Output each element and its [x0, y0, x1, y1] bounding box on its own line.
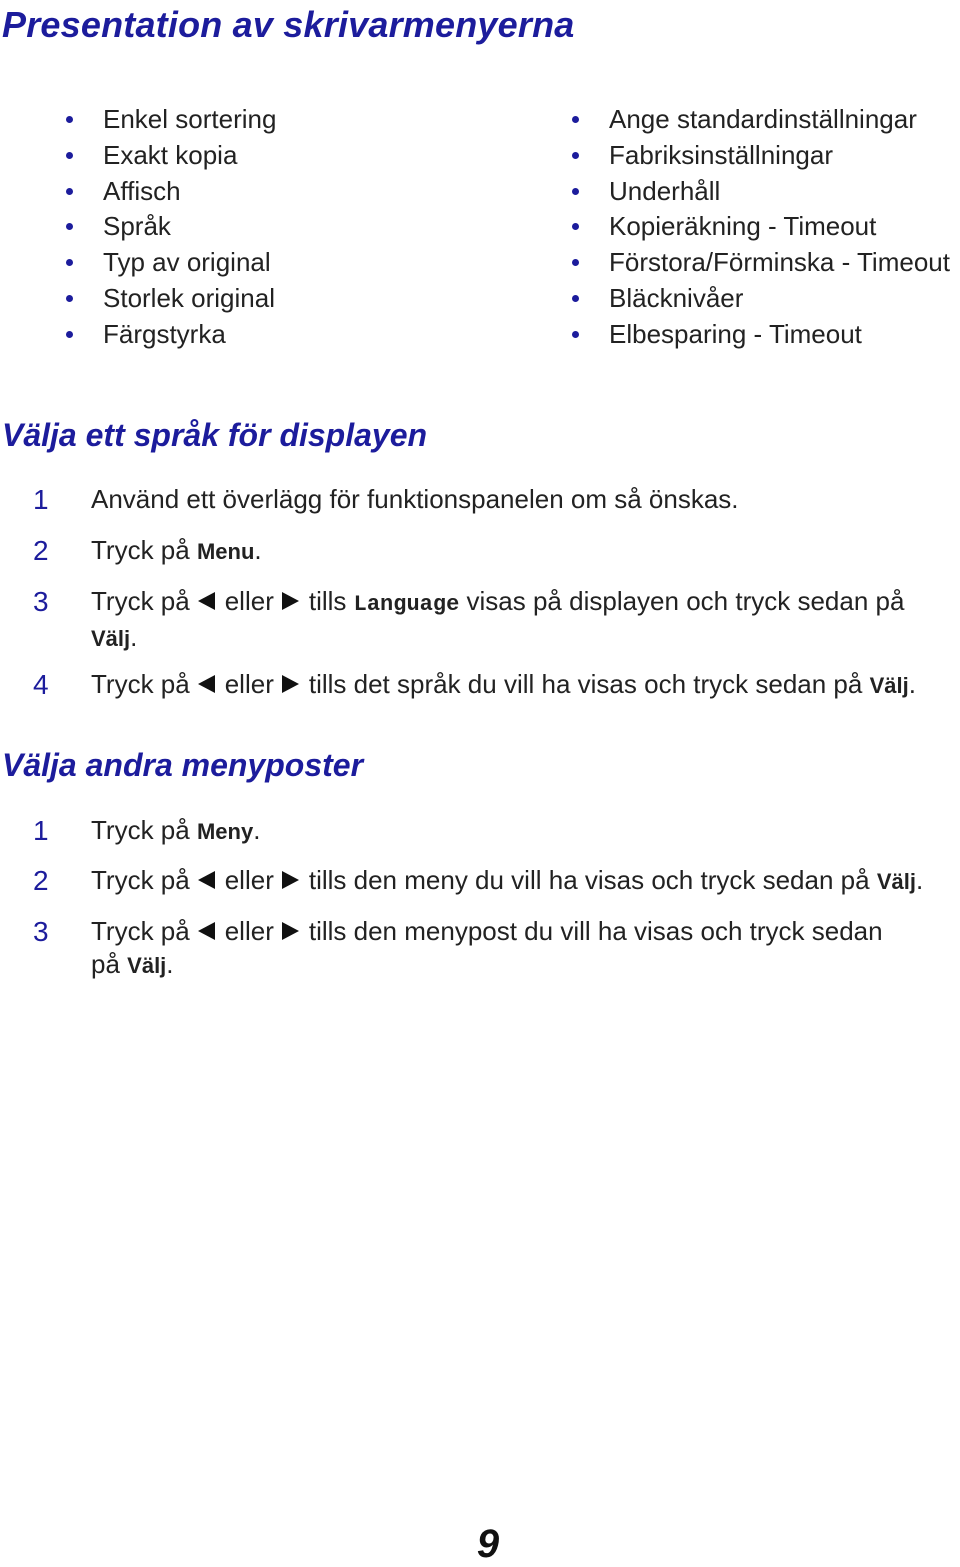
key-name: Välj	[91, 626, 131, 651]
list-item-label: Underhåll	[609, 175, 721, 206]
right-triangle-icon	[282, 675, 299, 693]
list-item-label: Storlek original	[103, 282, 275, 313]
bullet-icon	[66, 116, 73, 123]
list-item	[568, 102, 950, 138]
list-item-label: Affisch	[103, 175, 181, 206]
page-number: 9	[476, 1522, 500, 1566]
step-text: Använd ett överlägg för funktionspanelen om så önskas.	[91, 484, 739, 514]
list-item	[62, 245, 276, 281]
bullet-icon	[572, 152, 579, 159]
list-item-label: Typ av original	[103, 247, 271, 278]
bullet-icon	[572, 188, 579, 195]
list-item	[62, 281, 276, 317]
left-triangle-icon	[198, 871, 215, 889]
section-heading-language: Välja ett språk för displayen	[2, 417, 428, 453]
bullet-icon	[66, 152, 73, 159]
step-number: 3	[33, 586, 49, 617]
section-heading-menu: Välja andra menyposter	[2, 747, 364, 783]
step-number: 3	[33, 916, 49, 947]
list-item-label: Elbesparing - Timeout	[609, 318, 862, 349]
step-number: 4	[33, 669, 49, 700]
bullet-icon	[572, 331, 579, 338]
step-text: Tryck på eller tills Language visas på displayen och tryck sedan på Välj.	[91, 586, 905, 652]
step-number: 2	[33, 535, 49, 566]
list-item	[568, 245, 950, 281]
list-item-label: Enkel sortering	[103, 104, 277, 134]
step-number: 2	[33, 865, 49, 896]
key-name: Välj	[876, 869, 916, 894]
list-item	[568, 174, 950, 210]
display-text: Language	[353, 592, 460, 617]
menu-list-left	[62, 102, 276, 353]
key-name: Välj	[869, 673, 909, 698]
step-text: Tryck på Menu.	[91, 535, 262, 565]
left-triangle-icon	[198, 592, 215, 610]
list-item	[62, 317, 276, 353]
right-triangle-icon	[282, 922, 299, 940]
step-text: Tryck på eller tills den menypost du vill ha visas och tryck sedan på Välj.	[91, 916, 883, 979]
list-item	[62, 174, 276, 210]
list-item-label: Bläcknivåer	[609, 282, 744, 313]
list-item-label: Språk	[103, 211, 171, 242]
list-item	[568, 209, 950, 245]
list-item-label: Förstora/Förminska - Timeout	[609, 247, 950, 278]
list-item	[568, 281, 950, 317]
menu-list-right	[568, 102, 950, 353]
page-title: Presentation av skrivarmenyerna	[2, 4, 575, 45]
list-item-label: Ange standardinställningar	[609, 104, 917, 134]
bullet-icon	[66, 295, 73, 302]
bullet-icon	[66, 188, 73, 195]
bullet-icon	[66, 223, 73, 230]
list-item	[62, 138, 276, 174]
step-text: Tryck på eller tills det språk du vill ha visas och tryck sedan på Välj.	[91, 669, 916, 699]
step-number: 1	[33, 815, 49, 846]
list-item	[62, 209, 276, 245]
list-item-label: Färgstyrka	[103, 318, 226, 349]
bullet-icon	[572, 116, 579, 123]
list-item	[568, 317, 950, 353]
list-item	[568, 138, 950, 174]
left-triangle-icon	[198, 922, 215, 940]
right-triangle-icon	[282, 592, 299, 610]
key-name: Meny	[196, 819, 254, 844]
right-triangle-icon	[282, 871, 299, 889]
left-triangle-icon	[198, 675, 215, 693]
key-name: Välj	[127, 953, 167, 978]
list-item	[62, 102, 276, 138]
list-item-label: Kopieräkning - Timeout	[609, 211, 877, 242]
bullet-icon	[572, 295, 579, 302]
step-text: Tryck på Meny.	[91, 815, 261, 845]
bullet-icon	[572, 223, 579, 230]
list-item-label: Fabriksinställningar	[609, 139, 833, 170]
step-number: 1	[33, 484, 49, 515]
bullet-icon	[66, 259, 73, 266]
key-name: Menu	[196, 539, 255, 564]
list-item-label: Exakt kopia	[103, 139, 238, 170]
step-text: Tryck på eller tills den meny du vill ha visas och tryck sedan på Välj.	[91, 865, 924, 895]
bullet-icon	[66, 331, 73, 338]
bullet-icon	[572, 259, 579, 266]
